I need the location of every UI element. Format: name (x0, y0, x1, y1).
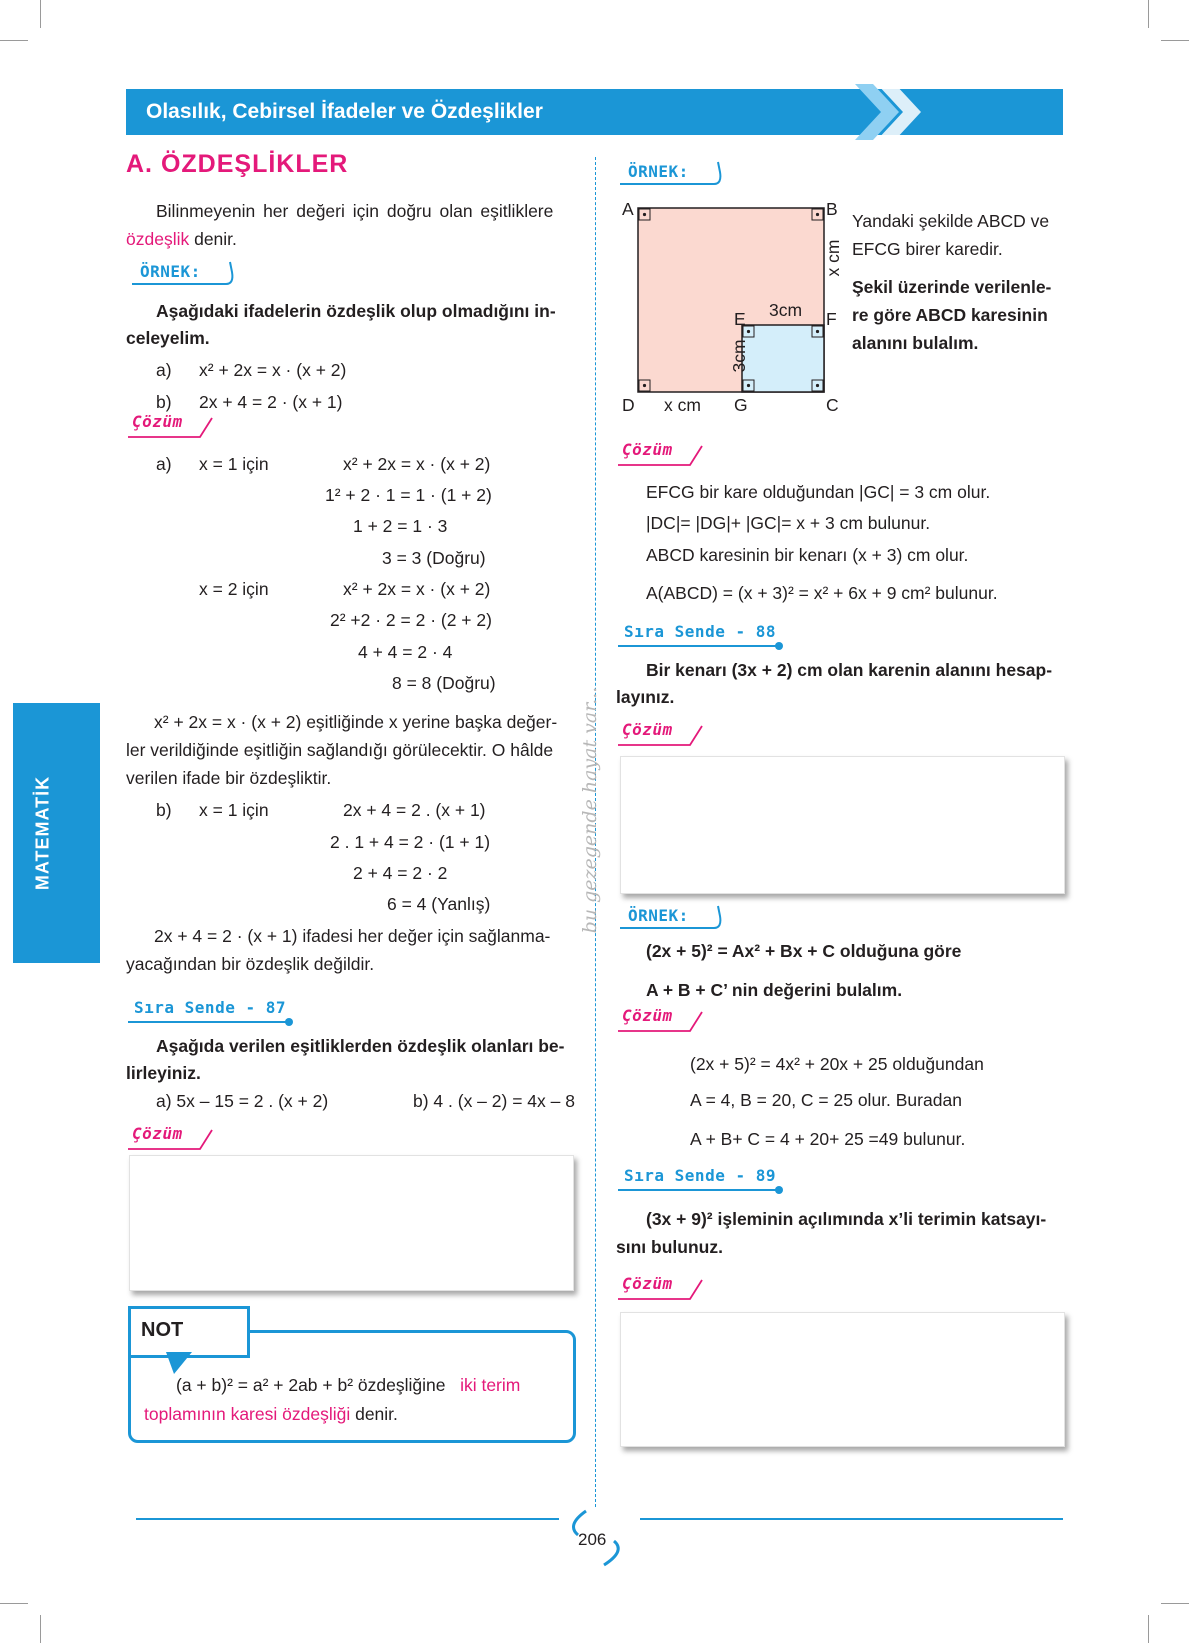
cozum-label: Çözüm (622, 720, 673, 739)
crop-mark (40, 1615, 41, 1643)
sira87-question-1: Aşağıda verilen eşitliklerden özdeşlik olanları be- (156, 1036, 565, 1056)
ex2-question-2: re göre ABCD karesinin (852, 305, 1048, 325)
label-x-cm-side: x cm (823, 239, 843, 277)
sol1-x2: x = 2 için (199, 579, 269, 599)
sira88-question-1: Bir kenarı (3x + 2) cm olan karenin alanını hesap- (646, 660, 1053, 680)
sol1-row-1: x² + 2x = x · (x + 2) (343, 454, 491, 474)
sira-89-underline (616, 1184, 786, 1196)
sira89-question-1: (3x + 9)² işleminin açılımında x’li terimin katsayı- (646, 1209, 1047, 1229)
answer-box[interactable] (620, 1312, 1065, 1447)
cozum-underline (126, 412, 218, 442)
cozum-underline (616, 1006, 708, 1036)
vertex-c: C (826, 395, 839, 415)
sira-87-underline (126, 1016, 296, 1028)
subject-label: MATEMATİK (32, 775, 53, 891)
note-tag-tail (166, 1352, 196, 1376)
sira-sende-88-label: Sıra Sende - 88 (624, 622, 776, 641)
ex1-question-1: Aşağıdaki ifadelerin özdeşlik olup olmadığını in- (156, 301, 556, 321)
sol1-x1: x = 1 için (199, 454, 269, 474)
vertex-b: B (826, 199, 838, 219)
sol1-para-2: ler verildiğinde eşitliğin sağlandığı görülecektir. O hâlde (126, 740, 554, 760)
sol1-b-label: b) (156, 800, 172, 820)
sol2-line-1: EFCG bir kare olduğundan |GC| = 3 cm olur. (646, 482, 991, 502)
ex2-question-3: alanını bulalım. (852, 333, 979, 353)
vertex-g: G (734, 395, 748, 415)
slogan-text: bu gezegende hayat var... (579, 686, 601, 934)
ex3-question-1: (2x + 5)² = Ax² + Bx + C olduğuna göre (646, 941, 962, 961)
sol3-line-3: A + B+ C = 4 + 20+ 25 =49 bulunur. (690, 1129, 966, 1149)
crop-mark (1161, 1603, 1189, 1604)
sol1-row-4: 3 = 3 (Doğru) (382, 548, 486, 568)
chapter-title: Olasılık, Cebirsel İfadeler ve Özdeşlikler (146, 100, 543, 123)
term-highlight: özdeşlik (126, 229, 190, 249)
footer-line-left (136, 1518, 559, 1520)
ex3-question-2: A + B + C’ nin değerini bulalım. (646, 980, 903, 1000)
crop-mark (1161, 40, 1189, 41)
sol1-row-5: x² + 2x = x · (x + 2) (343, 579, 491, 599)
crop-mark (1148, 0, 1149, 28)
sol1-row-10: 2 . 1 + 4 = 2 · (1 + 1) (330, 832, 491, 852)
ornek-label: ÖRNEK: (628, 162, 689, 181)
ornek-underline (130, 258, 236, 288)
sol1-row-3: 1 + 2 = 1 · 3 (353, 516, 448, 536)
sira88-question-2: layınız. (616, 687, 675, 707)
subject-sidebar (13, 703, 100, 963)
ornek-label: ÖRNEK: (140, 262, 201, 281)
sol1-para-4: 2x + 4 = 2 · (x + 1) ifadesi her değer için sağlanma- (154, 926, 551, 946)
note-line-2-rest: denir. (350, 1404, 398, 1424)
ex2-question-1: Şekil üzerinde verilenle- (852, 277, 1052, 297)
note-line-2 (144, 1403, 398, 1425)
cozum-underline (616, 720, 708, 750)
cozum-label: Çözüm (622, 1274, 673, 1293)
cozum-underline (616, 440, 708, 470)
chevron-arrows-icon (855, 84, 925, 140)
sol1-a-label: a) (156, 454, 172, 474)
ex1-a-label: a) (156, 360, 172, 380)
ornek-underline (618, 158, 724, 188)
note-identity: (a + b)² = a² + 2ab + b² özdeşliğine (176, 1375, 446, 1395)
sol3-line-1: (2x + 5)² = 4x² + 20x + 25 olduğundan (690, 1054, 984, 1074)
sira87-a: a) 5x – 15 = 2 . (x + 2) (156, 1091, 329, 1111)
vertex-d: D (622, 395, 635, 415)
sira-88-underline (616, 640, 786, 652)
sol1-para-5: yacağından bir özdeşlik değildir. (126, 954, 375, 974)
label-x-cm-bottom: x cm (664, 395, 701, 415)
ex1-b-expr: 2x + 4 = 2 · (x + 1) (199, 392, 343, 412)
label-3cm-side: 3cm (729, 339, 749, 373)
crop-mark (1148, 1615, 1149, 1643)
cozum-underline (616, 1274, 708, 1304)
note-term-2: toplamının karesi özdeşliği (144, 1404, 351, 1424)
sol1-row-2: 1² + 2 · 1 = 1 · (1 + 2) (325, 485, 492, 505)
crop-mark (0, 40, 28, 41)
ex2-desc-2: EFCG birer karedir. (852, 239, 1003, 259)
ex2-desc-1: Yandaki şekilde ABCD ve (852, 211, 1050, 231)
ex1-question-2: celeyelim. (126, 328, 210, 348)
answer-box[interactable] (129, 1155, 574, 1291)
ornek-underline (618, 902, 724, 932)
intro-line-2 (126, 228, 237, 250)
sol1-row-9: 2x + 4 = 2 . (x + 1) (343, 800, 486, 820)
note-term-1: iki terim (460, 1375, 521, 1395)
sira87-question-2: lirleyiniz. (126, 1063, 201, 1083)
sira-sende-87-label: Sıra Sende - 87 (134, 998, 286, 1017)
sol1-row-7: 4 + 4 = 2 · 4 (358, 642, 453, 662)
sol2-line-3: ABCD karesinin bir kenarı (x + 3) cm olur. (646, 545, 969, 565)
sol1-para-3: verilen ifade bir özdeşliktir. (126, 768, 332, 788)
ex1-b-label: b) (156, 392, 172, 412)
sol1-para-1: x² + 2x = x · (x + 2) eşitliğinde x yerine başka değer- (154, 712, 558, 732)
squares-figure (618, 198, 838, 418)
sol3-line-2: A = 4, B = 20, C = 25 olur. Buradan (690, 1090, 962, 1110)
label-3cm-top: 3cm (769, 300, 803, 320)
sira-sende-89-label: Sıra Sende - 89 (624, 1166, 776, 1185)
sol1-row-8: 8 = 8 (Doğru) (392, 673, 496, 693)
note-tag-label: NOT (141, 1319, 184, 1341)
cozum-underline (126, 1124, 218, 1154)
cozum-label: Çözüm (622, 440, 673, 459)
ornek-label: ÖRNEK: (628, 906, 689, 925)
sol1-row-11: 2 + 4 = 2 · 2 (353, 863, 448, 883)
note-tag (128, 1306, 250, 1358)
crop-mark (0, 1603, 28, 1604)
cozum-label: Çözüm (622, 1006, 673, 1025)
ex1-a-expr: x² + 2x = x · (x + 2) (199, 360, 347, 380)
cozum-label: Çözüm (132, 412, 183, 431)
section-title: A. ÖZDEŞLİKLER (126, 150, 349, 178)
intro-line-2-rest: denir. (189, 229, 237, 249)
cozum-label: Çözüm (132, 1124, 183, 1143)
vertex-a: A (622, 199, 634, 219)
sol1-row-6: 2² +2 · 2 = 2 · (2 + 2) (330, 610, 492, 630)
note-line-1 (176, 1374, 520, 1396)
footer-line-right (640, 1518, 1063, 1520)
sol2-line-4: A(ABCD) = (x + 3)² = x² + 6x + 9 cm² bulunur. (646, 583, 998, 603)
intro-line-1: Bilinmeyenin her değeri için doğru olan eşitliklere (156, 201, 554, 221)
crop-mark (40, 0, 41, 28)
sol1-row-12: 6 = 4 (Yanlış) (387, 894, 491, 914)
sol1-x3: x = 1 için (199, 800, 269, 820)
answer-box[interactable] (620, 756, 1065, 894)
sol2-line-2: |DC|= |DG|+ |GC|= x + 3 cm bulunur. (646, 513, 931, 533)
vertex-e: E (734, 309, 746, 329)
sira89-question-2: sını bulunuz. (616, 1237, 723, 1257)
page-number: 206 (578, 1530, 607, 1549)
sira87-b: b) 4 . (x – 2) = 4x – 8 (413, 1091, 575, 1111)
vertex-f: F (826, 309, 837, 329)
